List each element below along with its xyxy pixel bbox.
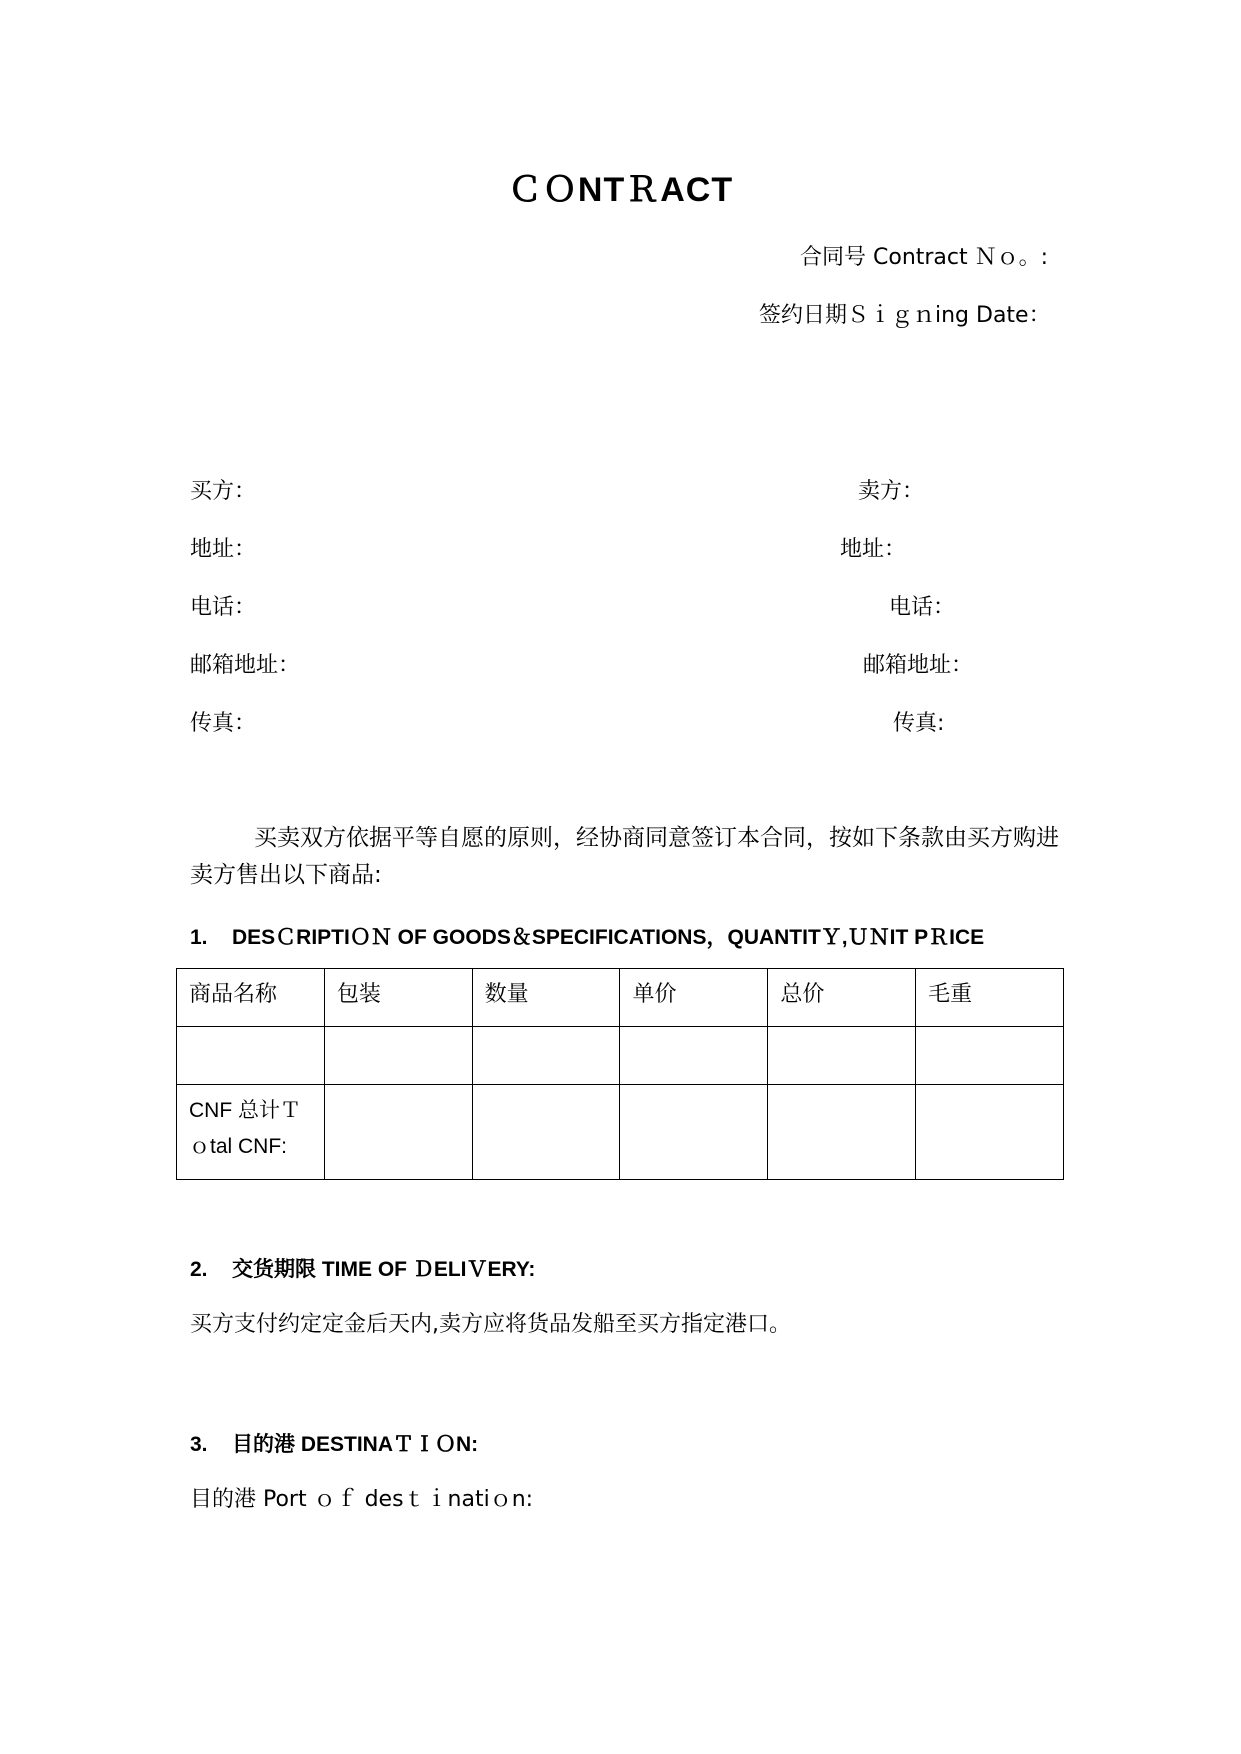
table-cell	[768, 1027, 916, 1085]
table-cell	[620, 1027, 768, 1085]
table-row	[177, 1027, 1064, 1085]
table-cell	[916, 1085, 1064, 1180]
section-3-body: 目的港 Port ｏｆ desｔｉnatiｏn:	[190, 1487, 534, 1512]
section-2-title: 交货期限 TIME OF ＤELIＶERY:	[232, 1258, 536, 1281]
buyer-email-label: 邮箱地址：	[190, 653, 301, 678]
table-cell	[472, 1027, 620, 1085]
table-header-cell: 毛重	[916, 969, 1064, 1027]
table-header-cell: 单价	[620, 969, 768, 1027]
buyer-phone-label: 电话：	[190, 595, 257, 620]
buyer-address-label: 地址：	[190, 537, 257, 562]
section-2-heading	[190, 1253, 535, 1283]
table-cell	[324, 1085, 472, 1180]
goods-table	[176, 968, 1064, 1180]
table-total-row	[177, 1085, 1064, 1180]
section-2-body: 买方支付约定定金后天内,卖方应将货品发船至买方指定港口。	[190, 1312, 791, 1337]
section-1-number: 1.	[190, 926, 208, 949]
seller-email-label: 邮箱地址：	[863, 653, 974, 678]
table-cell	[177, 1027, 325, 1085]
section-2-number: 2.	[190, 1258, 208, 1281]
buyer-fax-label: 传真：	[190, 711, 257, 736]
buyer-name-label: 买方：	[190, 479, 257, 504]
table-header-cell: 包装	[324, 969, 472, 1027]
seller-phone-label: 电话：	[889, 595, 956, 620]
section-3-title: 目的港 DESTINAＴＩＯN:	[232, 1433, 479, 1456]
signing-date-label: 签约日期Ｓｉｇｎing Date：	[759, 303, 1051, 328]
table-header-cell: 商品名称	[177, 969, 325, 1027]
total-cnf-label: CNF 总计Ｔｏtal CNF:	[177, 1085, 325, 1180]
contract-number-label: 合同号 Contract Ｎｏ。:	[800, 245, 1049, 270]
table-cell	[620, 1085, 768, 1180]
intro-paragraph: 买卖双方依据平等自愿的原则，经协商同意签订本合同，按如下条款由买方购进卖方售出以下商品:	[190, 825, 1059, 888]
document-title: ＣＯNTＲACT	[507, 171, 734, 209]
section-1-heading	[190, 921, 984, 951]
seller-address-label: 地址：	[840, 537, 907, 562]
seller-name-label: 卖方：	[858, 479, 925, 504]
table-cell	[768, 1085, 916, 1180]
table-cell	[472, 1085, 620, 1180]
table-header-cell: 数量	[472, 969, 620, 1027]
table-header-row	[177, 969, 1064, 1027]
table-cell	[916, 1027, 1064, 1085]
table-header-cell: 总价	[768, 969, 916, 1027]
table-cell	[324, 1027, 472, 1085]
section-3-heading	[190, 1428, 478, 1458]
seller-fax-label: 传真:	[893, 711, 945, 736]
section-3-number: 3.	[190, 1433, 208, 1456]
section-1-title: DESＣRIPTIＯＮ OF GOODS＆SPECIFICATIONS，QUANTITＹ,ＵＮIT PＲICE	[232, 926, 985, 949]
